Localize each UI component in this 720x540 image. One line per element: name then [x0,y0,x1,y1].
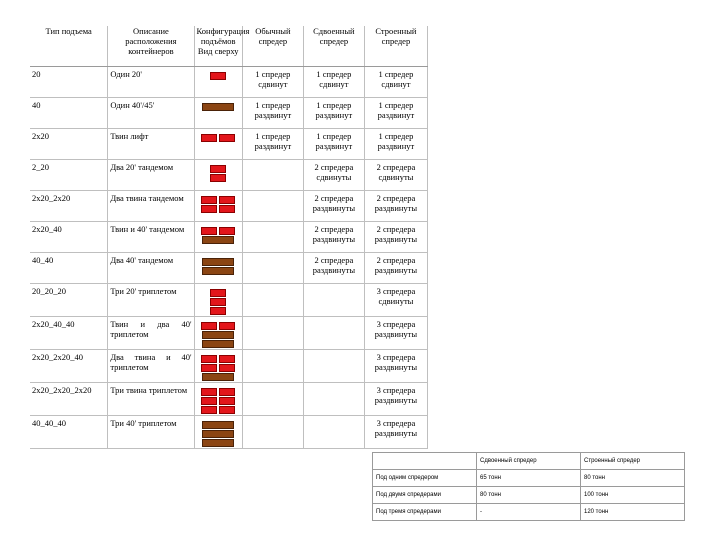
description-cell: Два твина и 40' триплетом [108,350,194,383]
lift-row [30,129,428,160]
ordinary-spreader-cell: 1 спредер сдвинут [242,67,303,98]
spec-header-empty [373,453,477,470]
spec-cell: 65 тонн [477,470,581,487]
lift-row [30,222,428,253]
double-spreader-cell: 2 спредера сдвинуты [303,160,364,191]
spec-row [373,470,685,487]
container-20ft-block [201,205,217,213]
ordinary-spreader-cell: 1 спредер раздвинут [242,129,303,160]
ordinary-spreader-cell [242,253,303,284]
spec-header-double: Сдвоенный спредер [477,453,581,470]
configuration-cell [194,383,242,416]
triple-spreader-cell: 2 спредера сдвинуты [364,160,427,191]
triple-spreader-cell: 3 спредера раздвинуты [364,317,427,350]
container-20ft-block [210,307,226,315]
triple-spreader-cell: 2 спредера раздвинуты [364,253,427,284]
spec-cell: - [477,504,581,521]
spec-cell: 100 тонн [581,487,685,504]
lift-row [30,67,428,98]
lift-row [30,160,428,191]
description-cell: Один 20' [108,67,194,98]
triple-spreader-cell: 2 спредера раздвинуты [364,191,427,222]
container-20ft-block [201,196,217,204]
configuration-cell [194,191,242,222]
container-20ft-block [210,298,226,306]
lift-type-cell: 2x20_40 [30,222,108,253]
lift-row [30,350,428,383]
spreader-capacity-table [372,452,685,521]
lift-type-cell: 2x20 [30,129,108,160]
container-20ft-block [201,134,217,142]
lift-type-cell: 20 [30,67,108,98]
header-ordinary-spreader: Обычный спредер [242,26,303,67]
triple-spreader-cell: 3 спредера раздвинуты [364,350,427,383]
triple-spreader-cell: 3 спредера раздвинуты [364,383,427,416]
description-cell: Три 20' триплетом [108,284,194,317]
lift-row [30,253,428,284]
container-20ft-block [201,406,217,414]
header-configuration: Конфигурация подъёмов Вид сверху [194,26,242,67]
lift-row [30,98,428,129]
container-20ft-block [210,289,226,297]
container-20ft-block [201,227,217,235]
header-description: Описание расположения контейнеров [108,26,194,67]
ordinary-spreader-cell [242,350,303,383]
lift-type-cell: 40_40_40 [30,416,108,449]
double-spreader-cell: 1 спредер раздвинут [303,98,364,129]
container-40ft-block [202,439,234,447]
spec-cell: Под двумя спредерами [373,487,477,504]
lift-row [30,416,428,449]
double-spreader-cell: 2 спредера раздвинуты [303,253,364,284]
container-20ft-block [219,134,235,142]
container-20ft-block [219,355,235,363]
ordinary-spreader-cell [242,317,303,350]
container-20ft-block [201,388,217,396]
configuration-cell [194,284,242,317]
description-cell: Твин и 40' тандемом [108,222,194,253]
description-cell: Два твина тандемом [108,191,194,222]
header-lift-type: Тип подъема [30,26,108,67]
spec-cell: Под тремя спредерами [373,504,477,521]
header-triple-spreader: Строенный спредер [364,26,427,67]
main-table-header-row [30,26,428,67]
container-20ft-block [201,355,217,363]
container-40ft-block [202,331,234,339]
configuration-cell [194,129,242,160]
description-cell: Твин лифт [108,129,194,160]
ordinary-spreader-cell [242,383,303,416]
container-20ft-block [210,174,226,182]
spec-header-triple: Строенный спредер [581,453,685,470]
configuration-cell [194,350,242,383]
description-cell: Три твина триплетом [108,383,194,416]
double-spreader-cell: 1 спредер сдвинут [303,67,364,98]
container-40ft-block [202,258,234,266]
lift-row [30,284,428,317]
ordinary-spreader-cell [242,160,303,191]
configuration-cell [194,222,242,253]
description-cell: Один 40'/45' [108,98,194,129]
lift-type-cell: 40 [30,98,108,129]
container-40ft-block [202,340,234,348]
description-cell: Два 20' тандемом [108,160,194,191]
triple-spreader-cell: 2 спредера раздвинуты [364,222,427,253]
container-40ft-block [202,103,234,111]
description-cell: Три 40' триплетом [108,416,194,449]
spec-row [373,487,685,504]
lift-type-cell: 2_20 [30,160,108,191]
lift-type-cell: 2x20_40_40 [30,317,108,350]
triple-spreader-cell: 1 спредер раздвинут [364,129,427,160]
lift-type-cell: 20_20_20 [30,284,108,317]
triple-spreader-cell: 3 спредера раздвинуты [364,416,427,449]
double-spreader-cell [303,317,364,350]
double-spreader-cell: 2 спредера раздвинуты [303,191,364,222]
container-20ft-block [219,322,235,330]
ordinary-spreader-cell [242,222,303,253]
lift-type-cell: 2x20_2x20 [30,191,108,222]
double-spreader-cell [303,350,364,383]
configuration-cell [194,98,242,129]
lift-type-cell: 2x20_2x20_40 [30,350,108,383]
ordinary-spreader-cell [242,191,303,222]
double-spreader-cell: 1 спредер раздвинут [303,129,364,160]
spec-cell: 80 тонн [477,487,581,504]
description-cell: Два 40' тандемом [108,253,194,284]
container-20ft-block [219,364,235,372]
triple-spreader-cell: 1 спредер раздвинут [364,98,427,129]
triple-spreader-cell: 1 спредер сдвинут [364,67,427,98]
ordinary-spreader-cell: 1 спредер раздвинут [242,98,303,129]
configuration-cell [194,253,242,284]
container-40ft-block [202,430,234,438]
container-20ft-block [210,165,226,173]
lift-row [30,317,428,350]
spec-header-row [373,453,685,470]
container-20ft-block [219,196,235,204]
double-spreader-cell: 2 спредера раздвинуты [303,222,364,253]
lift-types-table [30,26,428,449]
container-20ft-block [219,227,235,235]
configuration-cell [194,160,242,191]
ordinary-spreader-cell [242,416,303,449]
description-cell: Твин и два 40' триплетом [108,317,194,350]
container-40ft-block [202,267,234,275]
container-20ft-block [219,397,235,405]
triple-spreader-cell: 3 спредера сдвинуты [364,284,427,317]
configuration-cell [194,416,242,449]
container-20ft-block [219,205,235,213]
container-20ft-block [201,322,217,330]
ordinary-spreader-cell [242,284,303,317]
configuration-cell [194,67,242,98]
container-40ft-block [202,421,234,429]
double-spreader-cell [303,416,364,449]
lift-type-cell: 40_40 [30,253,108,284]
container-20ft-block [219,406,235,414]
spec-cell: Под одним спредером [373,470,477,487]
lift-row [30,383,428,416]
spec-cell: 80 тонн [581,470,685,487]
container-20ft-block [210,72,226,80]
container-20ft-block [201,397,217,405]
container-40ft-block [202,236,234,244]
lift-row [30,191,428,222]
container-40ft-block [202,373,234,381]
container-20ft-block [219,388,235,396]
double-spreader-cell [303,383,364,416]
spec-row [373,504,685,521]
lift-type-cell: 2x20_2x20_2x20 [30,383,108,416]
double-spreader-cell [303,284,364,317]
header-double-spreader: Сдвоенный спредер [303,26,364,67]
spec-cell: 120 тонн [581,504,685,521]
configuration-cell [194,317,242,350]
container-20ft-block [201,364,217,372]
